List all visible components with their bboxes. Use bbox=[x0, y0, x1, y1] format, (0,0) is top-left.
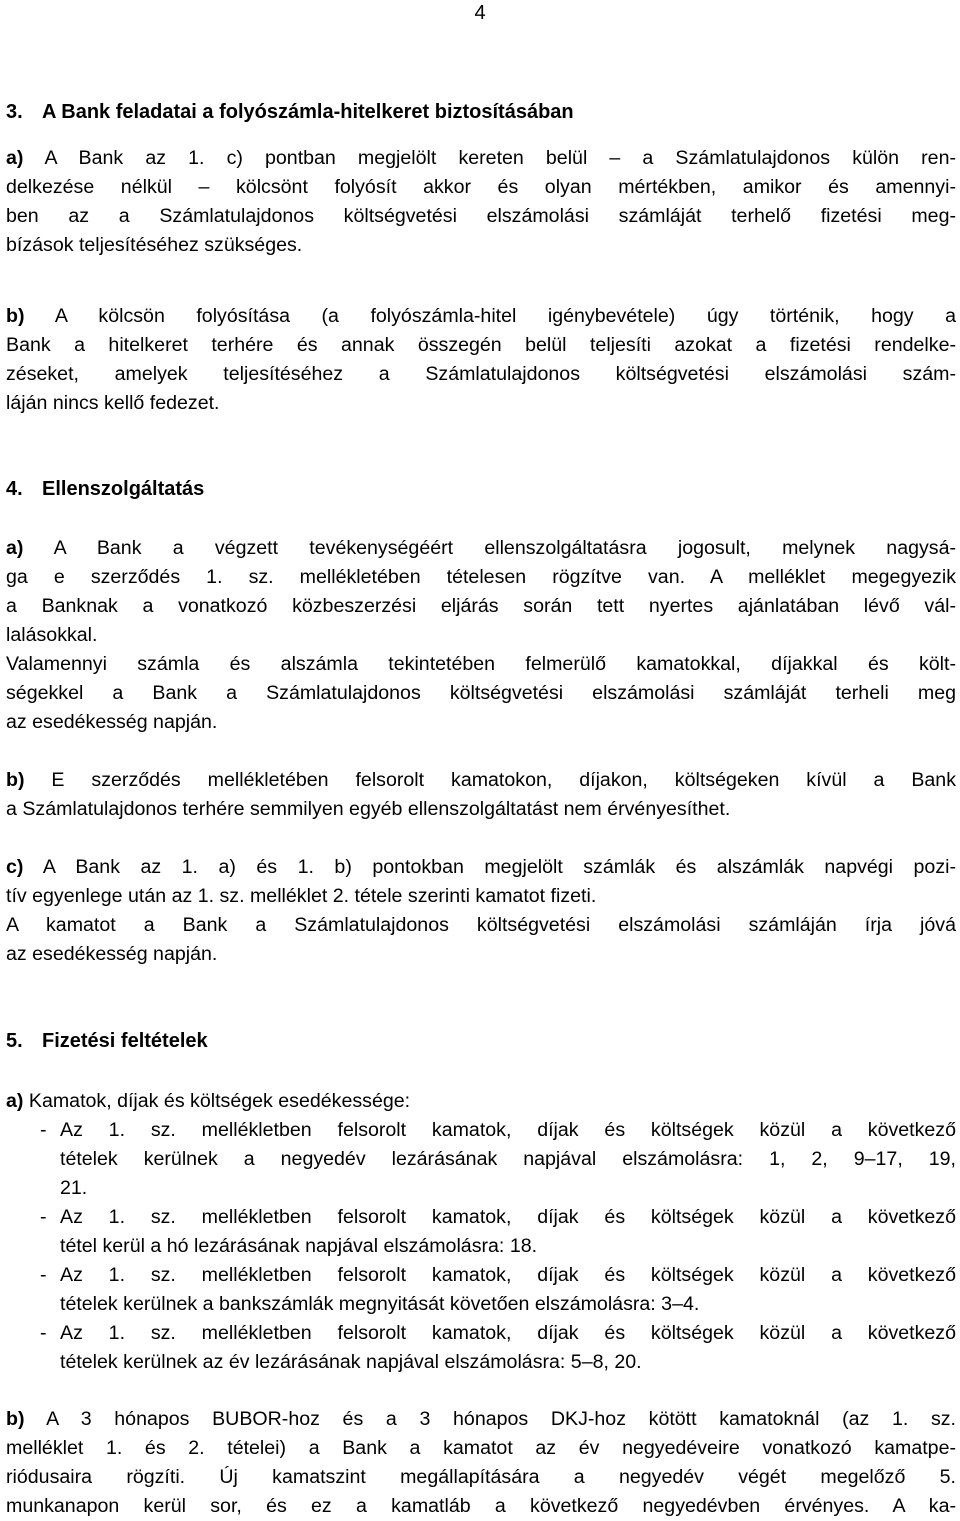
dash-bullet: - bbox=[40, 1264, 47, 1286]
section-number: 5. bbox=[6, 1030, 23, 1052]
section-4-paragraph-c bbox=[6, 853, 956, 969]
text-line: láján nincs kellő fedezet. bbox=[6, 392, 220, 414]
section-3-heading bbox=[6, 101, 574, 124]
text-line: E szerződés mellékletében felsorolt kamatokon, díjakon, költségeken kívül a Bank bbox=[24, 769, 956, 791]
text-line: tétel kerül a hó lezárásának napjával elszámolásra: 18. bbox=[60, 1235, 538, 1257]
text-line: A kamatot a Bank a Számlatulajdonos költségvetési elszámolási számláján írja jóvá bbox=[6, 914, 956, 936]
text-line: tételek kerülnek a bankszámlák megnyitását követően elszámolásra: 3–4. bbox=[60, 1293, 700, 1315]
text-line: riódusaira rögzíti. Új kamatszint megállapítására a negyedév végét megelőző 5. bbox=[6, 1466, 956, 1488]
text-line: Az 1. sz. mellékletben felsorolt kamatok, díjak és költségek közül a következő bbox=[60, 1322, 956, 1344]
dash-bullet: - bbox=[40, 1206, 47, 1228]
text-line: tételek kerülnek az év lezárásának napjával elszámolásra: 5–8, 20. bbox=[60, 1351, 642, 1373]
section-title: A Bank feladatai a folyószámla-hitelkeret biztosításában bbox=[42, 101, 574, 123]
text-line: zéseket, amelyek teljesítéséhez a Számlatulajdonos költségvetési elszámolási szám- bbox=[6, 363, 956, 385]
text-line: tételek kerülnek a negyedév lezárásának napjával elszámolásra: 1, 2, 9–17, 19, bbox=[60, 1148, 956, 1170]
section-title: Ellenszolgáltatás bbox=[42, 478, 205, 500]
para-label: c) bbox=[6, 856, 24, 878]
text-line: Az 1. sz. mellékletben felsorolt kamatok, díjak és költségek közül a következő bbox=[60, 1206, 956, 1228]
para-label: a) bbox=[6, 537, 24, 559]
para-label: a) bbox=[6, 1090, 24, 1112]
text-line: munkanapon kerül sor, és ez a kamatláb a következő negyedévben érvényes. A ka- bbox=[6, 1495, 956, 1517]
text-line: Valamennyi számla és alszámla tekintetében felmerülő kamatokkal, díjakkal és költ- bbox=[6, 653, 956, 675]
text-line: a Banknak a vonatkozó közbeszerzési eljárás során tett nyertes ajánlatában lévő vál- bbox=[6, 595, 956, 617]
text-line: 21. bbox=[60, 1177, 88, 1199]
para-label: a) bbox=[6, 147, 24, 169]
section-title: Fizetési feltételek bbox=[42, 1030, 208, 1052]
section-5-heading bbox=[6, 1030, 208, 1053]
text-line: A Bank az 1. a) és 1. b) pontokban megjelölt számlák és alszámlák napvégi pozi- bbox=[23, 856, 956, 878]
list-item bbox=[40, 1319, 956, 1377]
text-line: delkezése nélkül – kölcsönt folyósít akkor és olyan mértékben, amikor és amennyi- bbox=[6, 176, 956, 198]
section-number: 4. bbox=[6, 478, 23, 500]
section-4-paragraph-b bbox=[6, 766, 956, 824]
text-line: A Bank a végzett tevékenységéért ellenszolgáltatásra jogosult, melynek nagysá- bbox=[23, 537, 956, 559]
text-line: A Bank az 1. c) pontban megjelölt kereten belül – a Számlatulajdonos külön ren- bbox=[23, 147, 956, 169]
text-line: ségekkel a Bank a Számlatulajdonos költségvetési elszámolási számláját terheli meg bbox=[6, 682, 956, 704]
text-line: a Számlatulajdonos terhére semmilyen egyéb ellenszolgáltatást nem érvényesíthet. bbox=[6, 798, 731, 820]
text-line: tív egyenlege után az 1. sz. melléklet 2. tétele szerinti kamatot fizeti. bbox=[6, 885, 597, 907]
text-line: ga e szerződés 1. sz. mellékletében tételesen rögzítve van. A melléklet megegyezik bbox=[6, 566, 956, 588]
section-number: 3. bbox=[6, 101, 23, 123]
text-line: lalásokkal. bbox=[6, 624, 98, 646]
text-line: Az 1. sz. mellékletben felsorolt kamatok, díjak és költségek közül a következő bbox=[60, 1264, 956, 1286]
text-line: A kölcsön folyósítása (a folyószámla-hitel igénybevétele) úgy történik, hogy a bbox=[24, 305, 956, 327]
section-5-paragraph-b bbox=[6, 1405, 956, 1521]
text-line: az esedékesség napján. bbox=[6, 711, 218, 733]
page-number: 4 bbox=[474, 2, 486, 24]
list-item bbox=[40, 1116, 956, 1203]
text-line: Bank a hitelkeret terhére és annak összegén belül teljesíti azokat a fizetési rendelke- bbox=[6, 334, 956, 356]
dash-bullet: - bbox=[40, 1119, 47, 1141]
text-line: ben az a Számlatulajdonos költségvetési elszámolási számláját terhelő fizetési meg- bbox=[6, 205, 956, 227]
section-3-paragraph-b bbox=[6, 302, 956, 418]
text-line: az esedékesség napján. bbox=[6, 943, 218, 965]
text-line: Az 1. sz. mellékletben felsorolt kamatok, díjak és költségek közül a következő bbox=[60, 1119, 956, 1141]
section-4-paragraph-a bbox=[6, 534, 956, 737]
list-item bbox=[40, 1203, 956, 1261]
list-item bbox=[40, 1261, 956, 1319]
text-line: Kamatok, díjak és költségek esedékessége: bbox=[23, 1090, 411, 1112]
text-line: bízások teljesítéséhez szükséges. bbox=[6, 234, 303, 256]
para-label: b) bbox=[6, 305, 25, 327]
para-label: b) bbox=[6, 1408, 25, 1430]
para-label: b) bbox=[6, 769, 25, 791]
fee-due-list bbox=[40, 1116, 956, 1377]
text-line: melléklet 1. és 2. tételei) a Bank a kamatot az év negyedéveire vonatkozó kamatpe- bbox=[6, 1437, 956, 1459]
text-line: A 3 hónapos BUBOR-hoz és a 3 hónapos DKJ-hoz kötött kamatoknál (az 1. sz. bbox=[24, 1408, 956, 1430]
section-3-paragraph-a bbox=[6, 144, 956, 260]
dash-bullet: - bbox=[40, 1322, 47, 1344]
section-4-heading bbox=[6, 478, 204, 501]
section-5-paragraph-a-intro bbox=[6, 1087, 956, 1116]
